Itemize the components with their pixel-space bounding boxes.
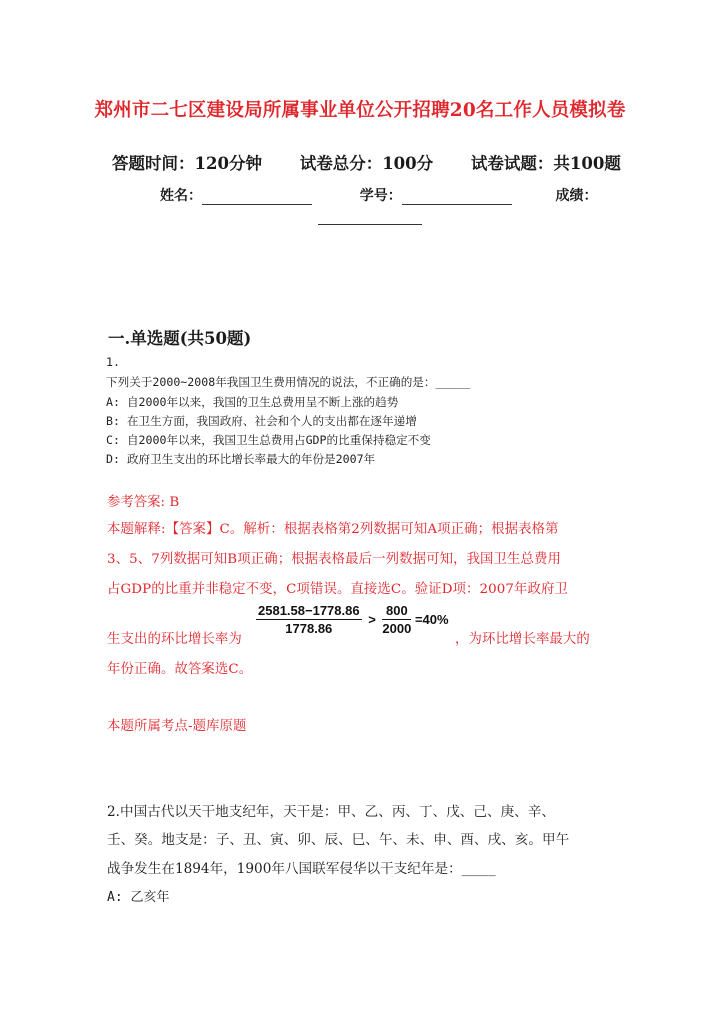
result-blank[interactable] <box>318 212 422 225</box>
q2-line2: 壬、癸。地支是：子、丑、寅、卯、辰、巳、午、未、申、酉、戌、亥。甲午 <box>107 832 570 848</box>
q2-line3: 战争发生在1894年，1900年八国联军侵华以干支纪年是：_____ <box>107 861 496 877</box>
q2-option-a: A: 乙亥年 <box>107 890 170 905</box>
exam-score: 试卷总分：100分 <box>299 154 434 173</box>
q1-stem: 下列关于2000~2008年我国卫生费用情况的说法，不正确的是：_____ <box>106 375 471 389</box>
q1-option-c: C: 自2000年以来，我国卫生总费用占GDP的比重保持稳定不变 <box>106 433 431 447</box>
section-heading: 一.单选题(共50题) <box>108 329 252 348</box>
q1-number: 1. <box>106 355 120 369</box>
exam-count: 试卷试题：共100题 <box>470 154 621 173</box>
q1-explanation-line3: 占GDP的比重并非稳定不变，C项错误。直接选C。验证D项：2007年政府卫 <box>107 582 568 597</box>
q1-formula-pre: 生支出的环比增长率为 <box>107 632 242 647</box>
fraction-1-numerator: 2581.58−1778.86 <box>258 603 360 618</box>
fraction-1 <box>256 603 362 636</box>
greater-than-sign: > <box>368 612 376 627</box>
id-label: 学号： <box>359 188 402 204</box>
name-label: 姓名： <box>160 188 202 204</box>
q2-line1: 2.中国古代以天干地支纪年，天干是：甲、乙、丙、丁、戊、己、庚、辛、 <box>107 804 555 820</box>
student-info <box>160 185 598 205</box>
result-blank-row <box>318 206 422 225</box>
q1-option-a: A: 自2000年以来，我国的卫生总费用呈不断上涨的趋势 <box>106 395 399 409</box>
fraction-2-denominator: 2000 <box>382 621 412 636</box>
q1-explanation-last: 年份正确。故答案选C。 <box>107 662 253 677</box>
exam-meta <box>112 150 621 174</box>
fraction-2-numerator: 800 <box>382 603 411 620</box>
name-blank[interactable] <box>202 192 312 205</box>
result-label: 成绩： <box>555 188 598 204</box>
exam-time: 答题时间：120分钟 <box>112 154 262 173</box>
id-blank[interactable] <box>402 192 512 205</box>
q1-formula-post: ，为环比增长率最大的 <box>455 632 590 647</box>
fraction-2 <box>382 603 411 636</box>
formula-result: =40% <box>414 612 449 627</box>
q1-explanation-line2: 3、5、7列数据可知B项正确；根据表格最后一列数据可知，我国卫生总费用 <box>107 552 562 567</box>
fraction-1-denominator: 1778.86 <box>285 621 333 636</box>
q1-topic: 本题所属考点-题库原题 <box>107 719 247 734</box>
page-title: 郑州市二七区建设局所属事业单位公开招聘20名工作人员模拟卷 <box>94 100 626 121</box>
q1-option-d: D: 政府卫生支出的环比增长率最大的年份是2007年 <box>106 452 376 466</box>
q1-formula <box>256 603 452 636</box>
q1-answer: 参考答案: B <box>107 495 180 510</box>
q1-explanation-line1: 本题解释:【答案】C。解析：根据表格第2列数据可知A项正确；根据表格第 <box>107 522 559 537</box>
q1-option-b: B: 在卫生方面，我国政府、社会和个人的支出都在逐年递增 <box>106 414 417 428</box>
